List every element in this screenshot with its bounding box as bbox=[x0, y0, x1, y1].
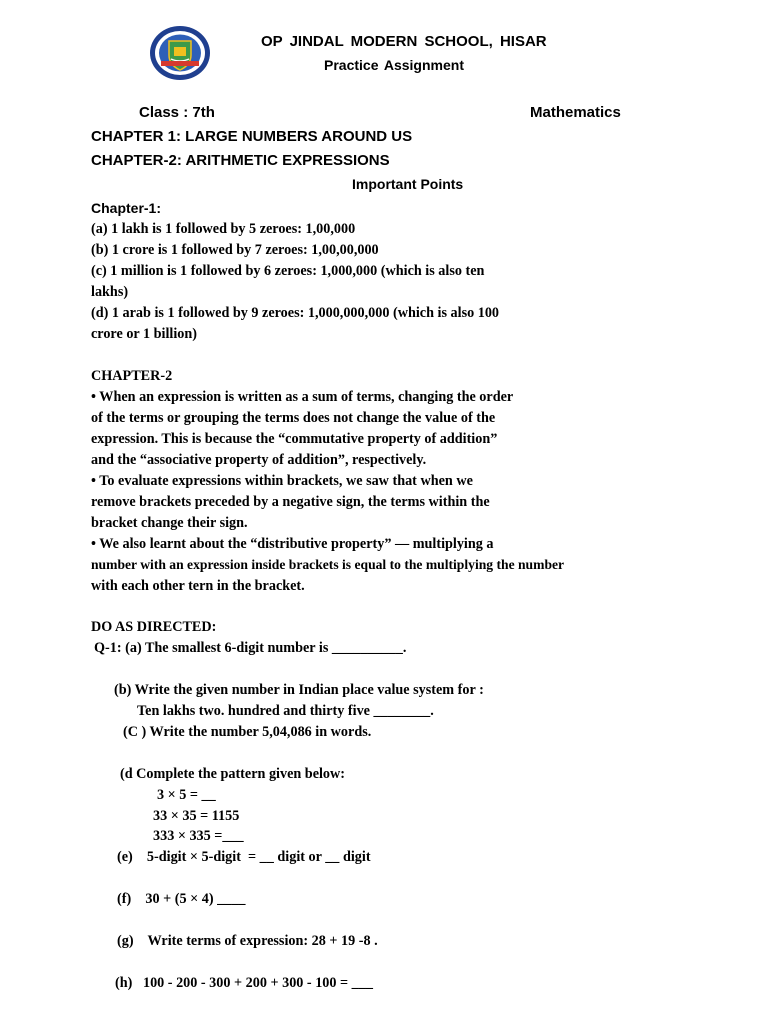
chapter1-line: crore or 1 billion) bbox=[91, 326, 198, 342]
chapter1-title: CHAPTER 1: LARGE NUMBERS AROUND US bbox=[91, 128, 413, 145]
question-1a: Q-1: (a) The smallest 6-digit number is __________. bbox=[94, 640, 407, 656]
chapter1-line: (a) 1 lakh is 1 followed by 5 zeroes: 1,00,000 bbox=[91, 221, 356, 237]
chapter1-line: lakhs) bbox=[91, 284, 129, 300]
question-1f: (f) 30 + (5 × 4) ____ bbox=[117, 891, 246, 907]
pattern-line: 3 × 5 = __ bbox=[157, 787, 216, 803]
chapter2-line: with each other tern in the bracket. bbox=[91, 578, 305, 594]
chapter2-title: CHAPTER-2: ARITHMETIC EXPRESSIONS bbox=[91, 152, 390, 169]
pattern-line: 33 × 35 = 1155 bbox=[153, 808, 240, 824]
subject-label: Mathematics bbox=[530, 104, 621, 121]
chapter1-heading: Chapter-1: bbox=[91, 200, 162, 216]
chapter2-line: • To evaluate expressions within brackets, we saw that when we bbox=[91, 473, 473, 489]
chapter1-line: (d) 1 arab is 1 followed by 9 zeroes: 1,000,000,000 (which is also 100 bbox=[91, 305, 500, 321]
question-1e: (e) 5-digit × 5-digit = __ digit or __ digit bbox=[117, 849, 371, 865]
do-as-directed-heading: DO AS DIRECTED: bbox=[91, 619, 217, 635]
chapter2-line: remove brackets preceded by a negative sign, the terms within the bbox=[91, 494, 490, 510]
question-1b: (b) Write the given number in Indian place value system for : bbox=[114, 682, 484, 698]
school-logo-icon bbox=[149, 25, 211, 81]
chapter2-line: number with an expression inside brackets is equal to the multiplying the number bbox=[91, 557, 565, 572]
chapter1-line: (b) 1 crore is 1 followed by 7 zeroes: 1,00,00,000 bbox=[91, 242, 379, 258]
chapter2-line: bracket change their sign. bbox=[91, 515, 248, 531]
chapter2-line: expression. This is because the “commutative property of addition” bbox=[91, 431, 498, 447]
question-1h: (h) 100 - 200 - 300 + 200 + 300 - 100 = ___ bbox=[115, 975, 373, 991]
class-label: Class : 7th bbox=[139, 104, 215, 121]
question-1c: (C ) Write the number 5,04,086 in words. bbox=[123, 724, 372, 740]
question-1b-text: Ten lakhs two. hundred and thirty five ________. bbox=[137, 703, 434, 719]
chapter1-line: (c) 1 million is 1 followed by 6 zeroes: 1,000,000 (which is also ten bbox=[91, 263, 485, 279]
chapter2-line: and the “associative property of addition”, respectively. bbox=[91, 452, 427, 468]
school-name: OP JINDAL MODERN SCHOOL, HISAR bbox=[261, 33, 547, 50]
chapter2-line: • We also learnt about the “distributive property” — multiplying a bbox=[91, 536, 494, 552]
important-points-heading: Important Points bbox=[352, 176, 464, 192]
chapter2-line: • When an expression is written as a sum of terms, changing the order bbox=[91, 389, 514, 405]
chapter2-line: of the terms or grouping the terms does not change the value of the bbox=[91, 410, 496, 426]
question-1g: (g) Write terms of expression: 28 + 19 -8 . bbox=[117, 933, 378, 949]
assignment-title: Practice Assignment bbox=[324, 57, 464, 73]
pattern-line: 333 × 335 =___ bbox=[153, 828, 244, 844]
question-1d: (d Complete the pattern given below: bbox=[120, 766, 345, 782]
chapter2-heading: CHAPTER-2 bbox=[91, 368, 173, 384]
